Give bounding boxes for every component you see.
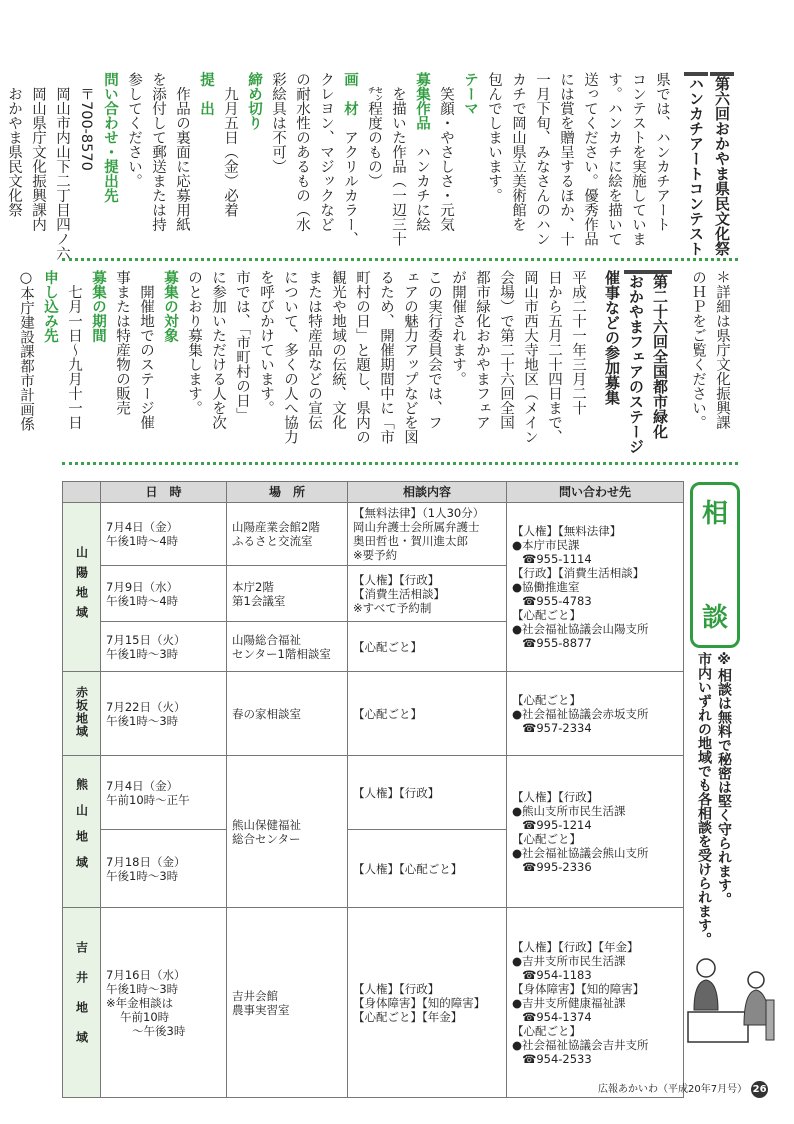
article2-body-8: るため、開催期間中に「市	[378, 270, 394, 444]
date: 7月22日（火）	[106, 699, 186, 714]
article2-title-3: 催事などの参加募集	[603, 270, 621, 405]
target-0: 開催地でのステージ催	[138, 284, 154, 430]
note: ※年金相談は	[106, 995, 174, 1010]
material-label: 画 材	[342, 72, 358, 116]
article1-body-7: 包んでしまいます。	[486, 72, 502, 203]
article2-body-7: ェアの魅力アップなどを図	[402, 270, 418, 444]
table-row	[63, 756, 684, 830]
content: 【心配ごと】	[348, 672, 507, 756]
article2-body-1: 日から五月二十四日まで、	[546, 270, 562, 444]
article1-body-3: 送ってください。優秀作品	[582, 72, 598, 246]
content: 【人権】【行政】	[348, 756, 507, 830]
apply-label: 申し込み先	[42, 270, 58, 343]
contact-label: 問い合わせ・提出先	[102, 72, 118, 203]
time: 午前10時～正午	[106, 792, 190, 807]
article1-note-1: のＨＰをご覧ください。	[690, 270, 706, 430]
works-label: 募集作品	[414, 72, 430, 130]
article1-title-1: 第六回おかやま県民文化祭	[710, 72, 734, 252]
contact-sanyo: 【人権】【無料法律】 ●本庁市民課 ☎955-1114 【行政】【消費生活相談】 ●協働推進室 ☎955-4783 【心配ごと】 ●社会福祉協議会山陽支所 ☎955-8877	[507, 503, 684, 672]
divider-1	[62, 258, 738, 261]
date: 7月18日（金）	[106, 854, 186, 869]
place: 山陽産業会館2階	[232, 520, 320, 534]
period-text: 七月一日～九月十一日	[66, 284, 82, 430]
place: 本庁2階	[232, 579, 274, 594]
divider-2	[62, 462, 738, 465]
content: 【心配ごと】	[353, 639, 422, 654]
article2-body-11: または特産品などの宣伝	[306, 270, 322, 430]
theme-text: 笑顔・やさしさ・元気	[438, 86, 454, 232]
deadline-label: 締め切り	[246, 72, 262, 130]
sodan-heading	[690, 482, 740, 648]
material-1: クレヨン、マジックなど	[318, 72, 334, 232]
time: 午後1時～3時	[106, 868, 179, 883]
article2-body-5: が開催されます。	[450, 270, 466, 386]
time: 午後1時～3時	[106, 981, 179, 996]
content: 【人権】【行政】	[353, 981, 440, 996]
place: 熊山保健福祉	[232, 817, 301, 832]
date: 7月16日（水）	[106, 967, 186, 982]
sodan-char-2: 談	[701, 603, 728, 633]
footer	[598, 1080, 768, 1098]
deadline-text: 九月五日（金）必着	[222, 86, 238, 217]
footer-text: 広報あかいわ（平成20年7月号）	[598, 1084, 748, 1095]
period-label: 募集の期間	[90, 270, 106, 343]
area-yoshii: 吉井地域	[63, 908, 101, 1098]
time: 午後1時～3時	[106, 713, 179, 728]
header-contact: 問い合わせ先	[507, 482, 684, 503]
article1-note-0: ＊詳細は県庁文化振興課	[714, 270, 730, 430]
contact-akasaka: 【心配ごと】 ●社会福祉協議会赤坂支所 ☎957-2334	[507, 672, 684, 756]
target-label: 募集の対象	[162, 270, 178, 343]
material-0: アクリルカラー、	[342, 130, 358, 246]
works-1: を描いた作品（一辺三十	[390, 86, 406, 246]
date: 7月9日（水）	[106, 579, 179, 594]
contact-0: 〒700-8570	[78, 86, 94, 171]
sodan-note-0: ※相談は無料で秘密は堅く守られます。	[716, 652, 732, 906]
contact-1: 岡山市内山下二丁目四ノ六	[54, 86, 70, 261]
time: 午後1時～4時	[106, 593, 179, 608]
consultation-table	[62, 481, 684, 1098]
date: 7月15日（火）	[106, 632, 186, 647]
submit-1: を添付して郵送または持	[150, 72, 166, 232]
article-handkerchief	[0, 72, 734, 261]
content: 【身体障害】【知的障害】	[353, 995, 486, 1010]
table-row	[63, 908, 684, 1098]
place: 春の家相談室	[227, 672, 348, 756]
article2-body-0: 平成二十一年三月二十	[570, 270, 586, 415]
article2-body-13: を呼びかけています。	[258, 270, 274, 415]
place: センター1階相談室	[232, 646, 331, 661]
article2-title-1: 第二十六回全国都市緑化	[648, 270, 672, 450]
place: 山陽総合福祉	[232, 632, 301, 647]
area-akasaka: 赤坂地域	[63, 672, 101, 756]
content: 【無料法律】（1人30分）	[353, 506, 485, 520]
time: 午後1時～3時	[106, 646, 179, 661]
place: 総合センター	[232, 831, 301, 846]
article2-body-2: 岡山市西大寺地区（メイン	[522, 270, 538, 444]
article1-body-2: す。ハンカチに絵を描いて	[606, 72, 622, 246]
article2-body-6: この実行委員会では、フ	[426, 270, 442, 430]
article2-body-14: 市では、「市町村の日」	[234, 270, 250, 423]
content: 奥田哲也・賀川進太郎	[353, 534, 468, 548]
content: ※要予約	[353, 548, 398, 562]
table-row	[63, 503, 684, 566]
content: 【人権】【行政】	[353, 572, 440, 587]
table-row	[63, 672, 684, 756]
submit-label: 提 出	[198, 72, 214, 116]
sodan-note-1: 市内いずれの地域でも各相談を受けられます。	[696, 652, 712, 946]
place: 第1会議室	[232, 593, 286, 608]
note: 午前10時	[120, 1009, 170, 1024]
article1-body-1: コンテストを実施していま	[630, 72, 646, 246]
article2-body-12: について、多くの人へ協力	[282, 270, 298, 444]
article2-body-10: 観光や地域の伝統、文化	[330, 270, 346, 430]
content: ※すべて予約制	[353, 600, 432, 615]
article2-title-2: おかやまフェアのステージ	[624, 270, 648, 450]
area-kumayama: 熊山地域	[63, 756, 101, 908]
article-greenery-fair	[14, 270, 734, 454]
header-corner	[63, 482, 101, 503]
place: ふるさと交流室	[232, 534, 313, 548]
material-3: 彩絵具は不可）	[270, 72, 286, 174]
material-2: の耐水性のあるもの（水	[294, 72, 310, 232]
consultation-illustration	[686, 950, 778, 1045]
article1-title-2: ハンカチアートコンテスト	[684, 72, 708, 252]
target-1: 事または特産物の販売	[114, 270, 130, 415]
header-place: 場 所	[227, 482, 348, 503]
header-content: 相談内容	[348, 482, 507, 503]
article1-body-0: 県では、ハンカチアート	[654, 72, 670, 232]
article2-body-9: 町村の日」と題し、県内の	[354, 270, 370, 444]
article1-body-4: には賞を贈呈するほか、十	[558, 72, 574, 246]
header-datetime: 日 時	[101, 482, 227, 503]
content: 【心配ごと】【年金】	[353, 1009, 463, 1024]
contact-2: 岡山県庁文化振興課内	[30, 86, 46, 232]
content: 岡山弁護士会所属弁護士	[353, 520, 480, 534]
works-2: ㌢程度のもの）	[366, 86, 382, 188]
submit-0: 作品の裏面に応募用紙	[174, 86, 190, 232]
place: 吉井会館	[232, 988, 278, 1003]
contact-3: おかやま県民文化祭	[6, 86, 22, 217]
content: 【人権】【心配ごと】	[348, 830, 507, 908]
theme-label: テーマ	[462, 72, 478, 116]
article2-body-15: に参加いただける人を次	[210, 270, 226, 430]
time: 午後1時～4時	[106, 534, 179, 548]
date: 7月4日（金）	[106, 520, 179, 534]
content: 【消費生活相談】	[353, 586, 445, 601]
article2-body-16: のとおり募集します。	[186, 270, 202, 415]
article2-body-4: 都市緑化おかやまフェア	[474, 270, 490, 430]
contact-kumayama: 【人権】【行政】 ●熊山支所市民生活課 ☎995-1214 【心配ごと】 ●社会福祉協議会熊山支所 ☎995-2336	[507, 756, 684, 908]
sodan-note	[694, 652, 734, 952]
area-sanyo: 山陽地域	[63, 503, 101, 672]
note: ～午後3時	[132, 1023, 186, 1038]
article1-body-5: 一月下旬、みなさんのハン	[534, 72, 550, 246]
works-0: ハンカチに絵	[414, 144, 430, 232]
contact-yoshii: 【人権】【行政】【年金】 ●吉井支所市民生活課 ☎954-1183 【身体障害】【知的障害】 ●吉井支所健康福祉課 ☎954-1374 【心配ごと】 ●社会福祉協議会吉井支所 ☎954-2533	[507, 908, 684, 1098]
article1-body-6: カチで岡山県立美術館を	[510, 72, 526, 232]
submit-2: 参してください。	[126, 72, 142, 188]
date: 7月4日（金）	[106, 778, 179, 793]
sodan-char-1: 相	[701, 499, 728, 529]
apply-text: ○本庁建設課都市計画係	[18, 270, 34, 431]
page-number: 26	[751, 1081, 768, 1098]
article2-body-3: 会場）で第二十六回全国	[498, 270, 514, 430]
place: 農事実習室	[232, 1002, 290, 1017]
